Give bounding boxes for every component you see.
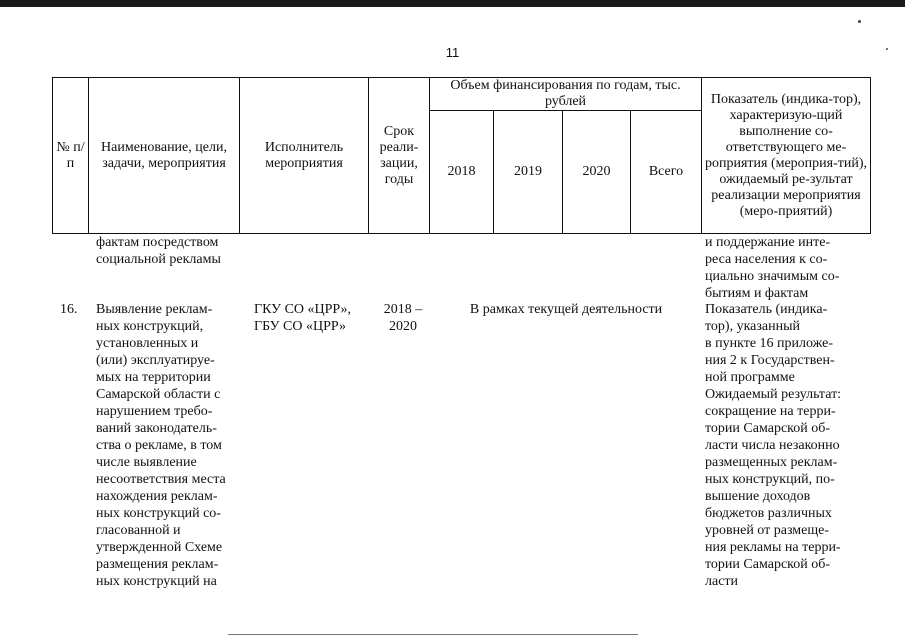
header-indicator: Показатель (индика-тор), характеризую-щий выполнение со-ответствующего ме-роприятия (мероприя-тий), ожидаемый ре-зультат реализации мероприятия (меро-приятий) xyxy=(704,91,868,219)
text-line: реса населения к со- xyxy=(705,252,828,267)
column-divider xyxy=(88,77,89,234)
header-funding: Объем финансирования по годам, тыс. рублей xyxy=(450,78,681,109)
column-divider xyxy=(239,77,240,234)
page-number: 11 xyxy=(445,45,460,60)
scan-bottom-line xyxy=(228,634,638,635)
text-line: размещенных реклам- xyxy=(705,455,838,470)
text-line: нарушением требо- xyxy=(96,404,213,419)
header-name: Наименование, цели, задачи, мероприятия xyxy=(101,139,227,171)
text-line: социальной рекламы xyxy=(96,252,221,267)
text-line: утвержденной Схеме xyxy=(96,540,223,555)
scan-speck xyxy=(858,20,861,23)
text-line: бытиям и фактам xyxy=(705,286,809,301)
header-term: Срок реали-зации, годы xyxy=(379,123,419,187)
text-line: 2020 xyxy=(389,319,417,334)
header-num: № п/п xyxy=(56,139,85,171)
scan-top-edge xyxy=(0,0,905,7)
text-line: ГБУ СО «ЦРР» xyxy=(254,319,347,334)
row-16-name xyxy=(96,301,236,590)
text-line: уровней от размеще- xyxy=(705,523,830,538)
column-divider xyxy=(368,77,369,234)
text-line: 2018 – xyxy=(383,302,423,317)
row-16-term xyxy=(374,301,432,335)
row-16-funding: В рамках текущей деятельности xyxy=(469,302,663,317)
text-line: ния рекламы на терри- xyxy=(705,540,841,555)
text-line: мых на территории xyxy=(96,370,211,385)
row-16-indicator xyxy=(705,301,866,590)
text-line: ной программе xyxy=(705,370,795,385)
text-line: Выявление реклам- xyxy=(96,302,213,317)
text-line: ласти xyxy=(705,574,739,589)
row-16-executor xyxy=(254,301,370,335)
text-line: ных конструкций со- xyxy=(96,506,221,521)
text-line: гласованной и xyxy=(96,523,181,538)
header-year-2020: 2020 xyxy=(582,164,611,179)
text-line: бюджетов различных xyxy=(705,506,832,521)
header-total: Всего xyxy=(648,164,684,179)
text-line: установленных и xyxy=(96,336,199,351)
header-year-2019: 2019 xyxy=(514,164,542,179)
row-16-number: 16. xyxy=(60,302,78,317)
text-line: ваний законодатель- xyxy=(96,421,217,436)
text-line: сокращение на терри- xyxy=(705,404,836,419)
text-line: размещения реклам- xyxy=(96,557,219,572)
text-line: ласти числа незаконно xyxy=(705,438,840,453)
text-line: Самарской области с xyxy=(96,387,221,402)
text-line: ных конструкций на xyxy=(96,574,217,589)
text-line: ных конструкций, xyxy=(96,319,204,334)
text-line: вышение доходов xyxy=(705,489,811,504)
text-line: и поддержание инте- xyxy=(705,235,831,250)
table-header xyxy=(52,77,871,234)
text-line: (или) эксплуатируе- xyxy=(96,353,215,368)
table-border-right xyxy=(870,77,871,234)
text-line: ния 2 к Государствен- xyxy=(705,353,835,368)
header-year-2018: 2018 xyxy=(447,164,476,179)
header-executor: Исполнитель мероприятия xyxy=(264,139,344,171)
continuation-indicator xyxy=(705,234,866,302)
text-line: несоответствия места xyxy=(96,472,226,487)
text-line: фактам посредством xyxy=(96,235,219,250)
text-line: Ожидаемый результат: xyxy=(705,387,842,402)
text-line: Показатель (индика- xyxy=(705,302,828,317)
continuation-name xyxy=(96,234,236,268)
text-line: тории Самарской об- xyxy=(705,421,831,436)
text-line: в пункте 16 приложе- xyxy=(705,336,834,351)
text-line: нахождения реклам- xyxy=(96,489,218,504)
text-line: тор), указанный xyxy=(705,319,801,334)
text-line: ных конструкций, по- xyxy=(705,472,835,487)
text-line: тории Самарской об- xyxy=(705,557,831,572)
text-line: ГКУ СО «ЦРР», xyxy=(254,302,352,317)
text-line: циально значимым со- xyxy=(705,269,840,284)
text-line: ства о рекламе, в том xyxy=(96,438,222,453)
text-line: числе выявление xyxy=(96,455,197,470)
column-divider xyxy=(701,77,702,234)
